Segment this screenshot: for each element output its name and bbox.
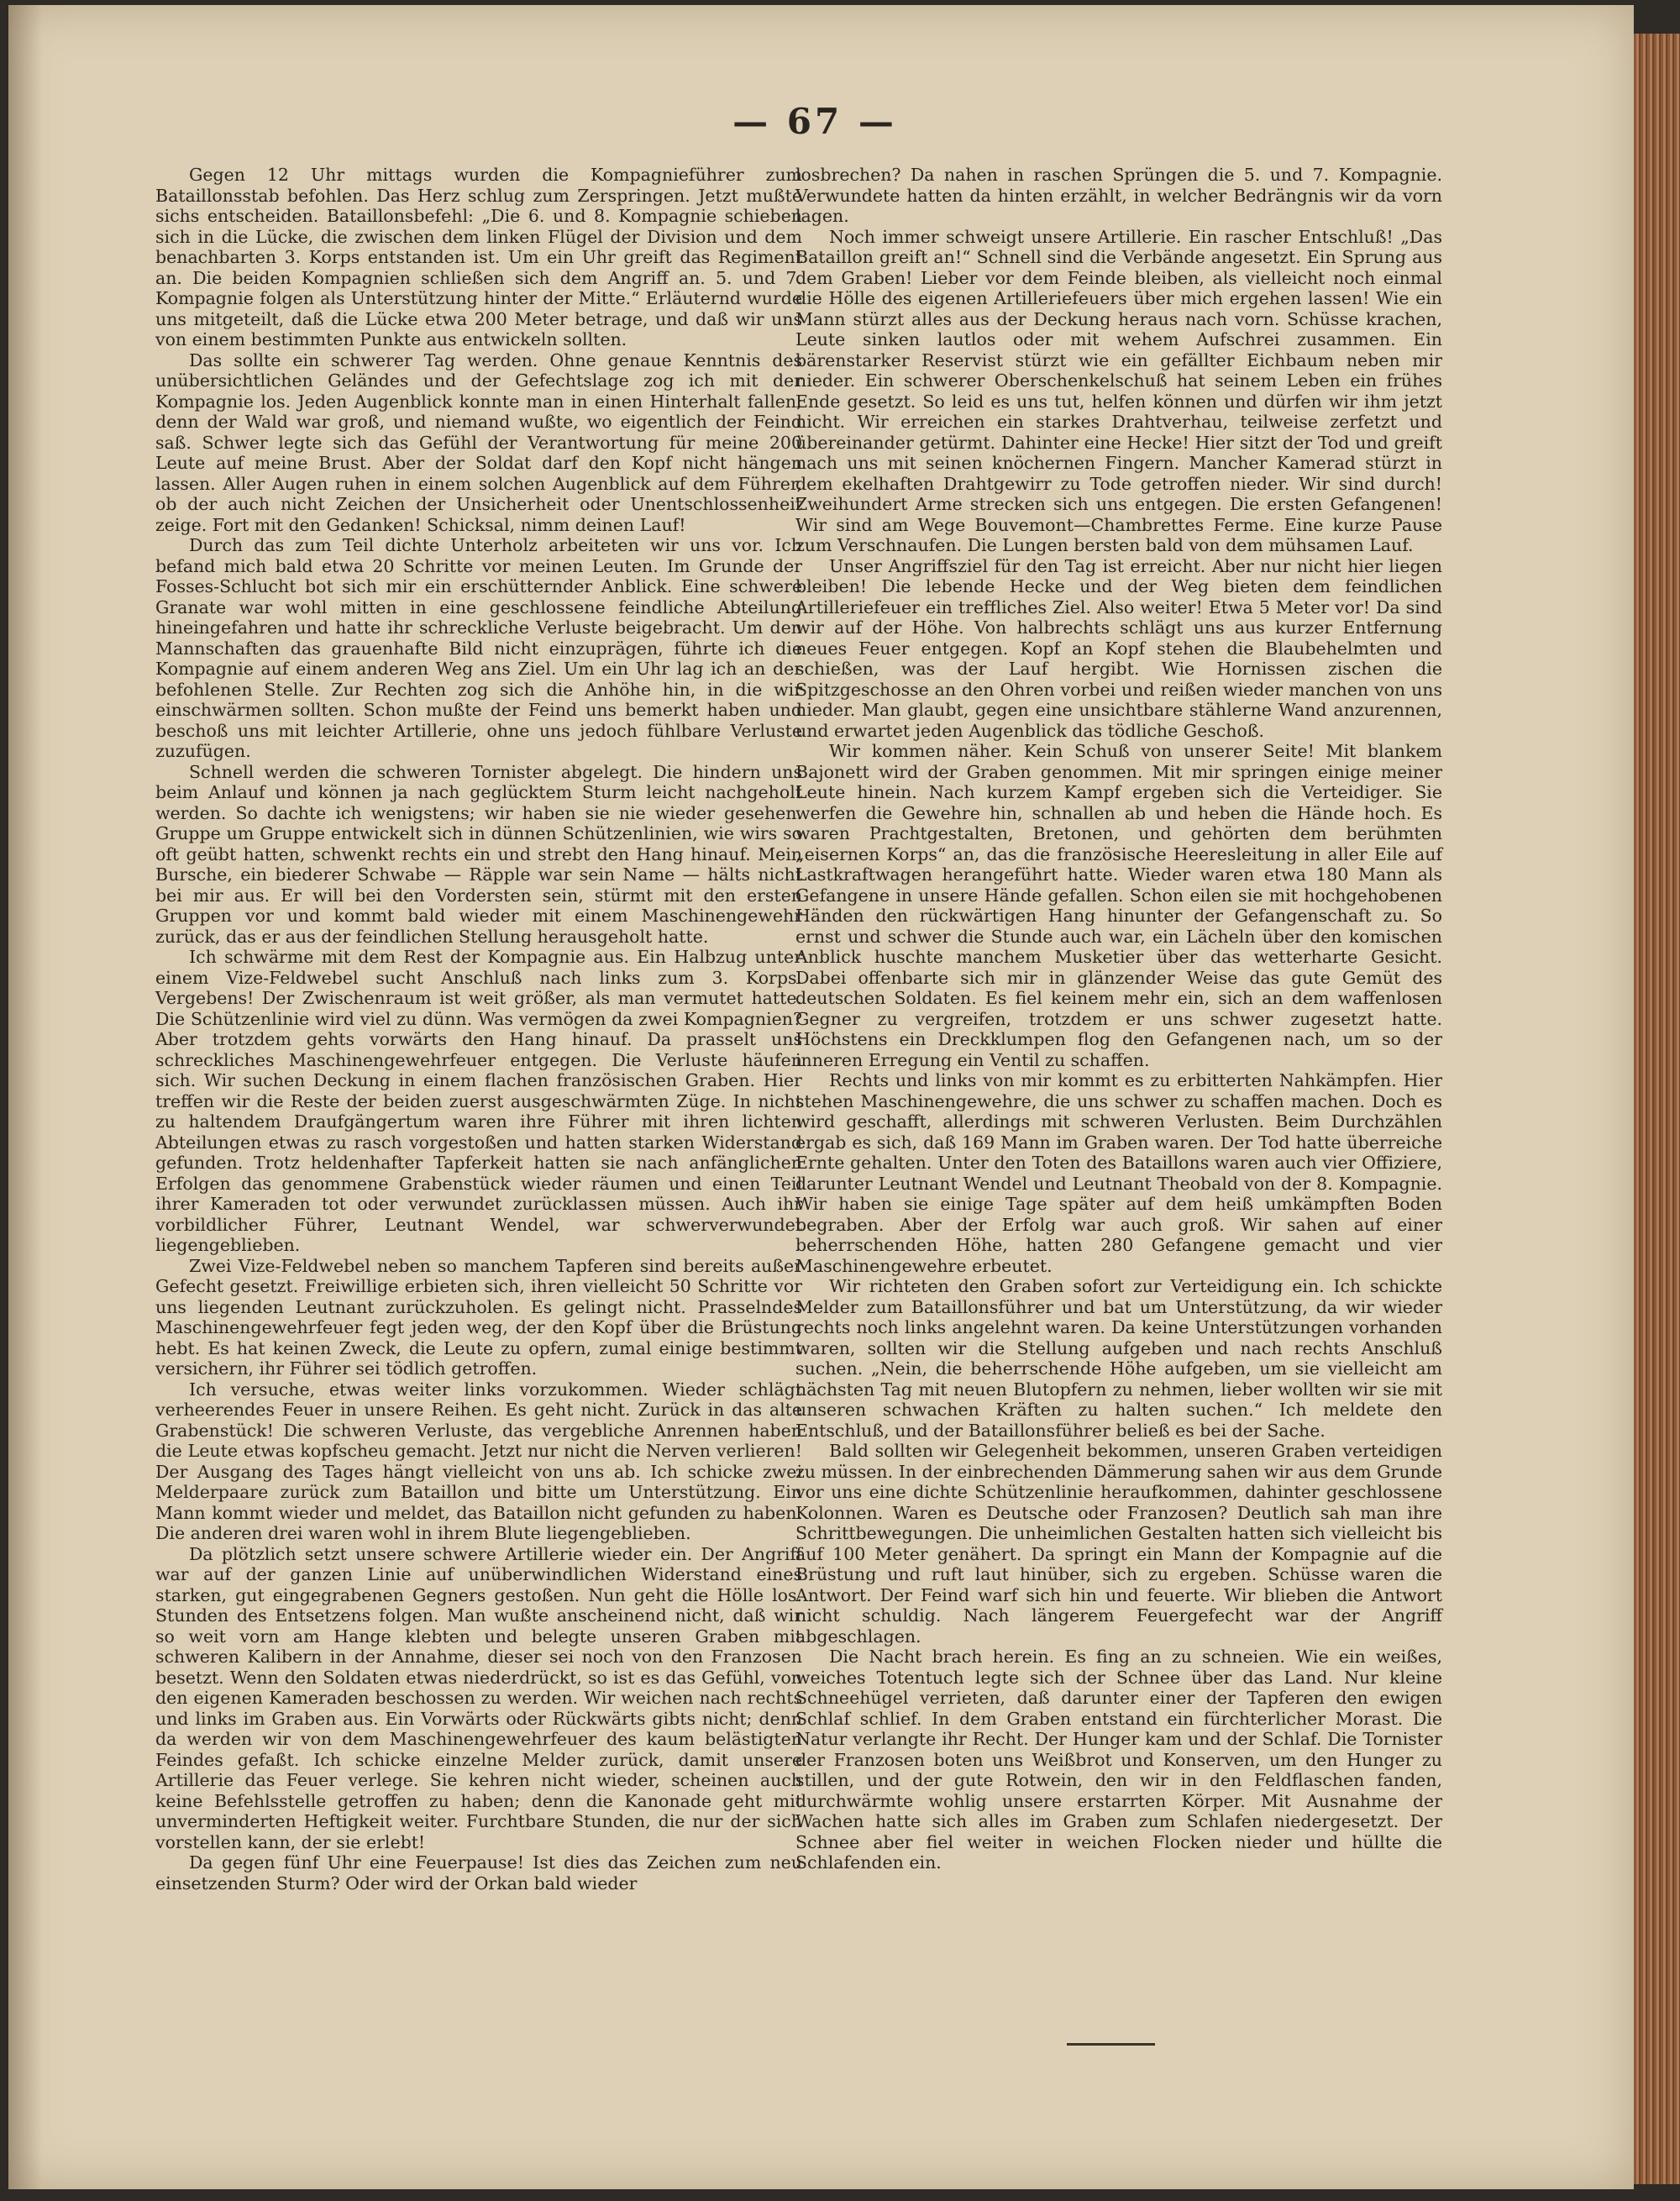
paragraph: Ich versuche, etwas weiter links vorzukommen. Wieder schlägt verheerendes Feuer in unsere Reihen. Es geht nicht. Zurück in das alte Grabenstück! Die schweren Verluste, das vergebliche Anrennen haben die Leute etwas kopfscheu gemacht. Jetzt nur nicht die Nerven verlieren! Der Ausgang des Tages hängt vielleicht von uns ab. Ich schicke zwei Melderpaare zurück zum Bataillon und bitte um Unterstützung. Ein Mann kommt wieder und meldet, das Bataillon nicht gefunden zu haben. Die anderen drei waren wohl in ihrem Blute liegengeblieben.	[155, 1379, 802, 1543]
page-number: — 67 —	[732, 101, 897, 142]
paragraph: Wir kommen näher. Kein Schuß von unserer Seite! Mit blankem Bajonett wird der Graben genommen. Mit mir springen einige meiner Leute hinein. Nach kurzem Kampf ergeben sich die Verteidiger. Sie werfen die Gewehre hin, schnallen ab und heben die Hände hoch. Es waren Prachtgestalten, Bretonen, und gehörten dem berühmten „eisernen Korps“ an, das die französische Heeresleitung in aller Eile auf Lastkraftwagen herangeführt hatte. Wieder waren etwa 180 Mann als Gefangene in unsere Hände gefallen. Schon eilen sie mit hochgehobenen Händen den rückwärtigen Hang hinunter der Gefangenschaft zu. So ernst und schwer die Stunde auch war, ein Lächeln über den komischen Anblick huschte manchem Musketier über das wetterharte Gesicht. Dabei offenbarte sich mir in glänzender Weise das gute Gemüt des deutschen Soldaten. Es fiel keinem mehr ein, sich an dem waffenlosen Gegner zu vergreifen, trotzdem er uns schwer zugesetzt hatte. Höchstens ein Dreckklumpen flog den Gefangenen nach, um so der inneren Erregung ein Ventil zu schaffen.	[795, 741, 1442, 1070]
paragraph: Zwei Vize-Feldwebel neben so manchem Tapferen sind bereits außer Gefecht gesetzt. Freiwillige erbieten sich, ihren vielleicht 50 Schritte vor uns liegenden Leutnant zurückzuholen. Es gelingt nicht. Prasselndes Maschinengewehrfeuer fegt jeden weg, der den Kopf über die Brüstung hebt. Es hat keinen Zweck, die Leute zu opfern, zumal einige bestimmt versichern, ihr Führer sei tödlich getroffen.	[155, 1255, 802, 1379]
paragraph: Schnell werden die schweren Tornister abgelegt. Die hindern uns beim Anlauf und können ja nach geglücktem Sturm leicht nachgeholt werden. So dachte ich wenigstens; wir haben sie nie wieder gesehen. Gruppe um Gruppe entwickelt sich in dünnen Schützenlinien, wie wirs so oft geübt hatten, schwenkt rechts ein und strebt den Hang hinauf. Mein Bursche, ein biederer Schwabe — Räpple war sein Name — hälts nicht bei mir aus. Er will bei den Vordersten sein, stürmt mit den ersten Gruppen vor und kommt bald wieder mit einem Maschinengewehr zurück, das er aus der feindlichen Stellung herausgeholt hatte.	[155, 761, 802, 947]
paragraph: Da gegen fünf Uhr eine Feuerpause! Ist dies das Zeichen zum neu einsetzenden Sturm? Oder wird der Orkan bald wieder	[155, 1852, 802, 1894]
paragraph: Da plötzlich setzt unsere schwere Artillerie wieder ein. Der Angriff war auf der ganzen Linie auf unüberwindlichen Widerstand eines starken, gut eingegrabenen Gegners gestoßen. Nun geht die Hölle los. Stunden des Entsetzens folgen. Man wußte anscheinend nicht, daß wir so weit vorn am Hange klebten und belegte unseren Graben mit schweren Kalibern in der Annahme, dieser sei noch von den Franzosen besetzt. Wenn den Soldaten etwas niederdrückt, so ist es das Gefühl, von den eigenen Kameraden beschossen zu werden. Wir weichen nach rechts und links im Graben aus. Ein Vorwärts oder Rückwärts gibts nicht; denn da werden wir von dem Maschinengewehrfeuer des kaum belästigten Feindes gefaßt. Ich schicke einzelne Melder zurück, damit unsere Artillerie das Feuer verlege. Sie kehren nicht wieder, scheinen auch keine Befehlsstelle getroffen zu haben; denn die Kanonade geht mit unverminderten Heftigkeit weiter. Furchtbare Stunden, die nur der sich vorstellen kann, der sie erlebt!	[155, 1543, 802, 1852]
page-gutter-shadow	[8, 5, 42, 2189]
paragraph: Das sollte ein schwerer Tag werden. Ohne genaue Kenntnis des unübersichtlichen Geländes und der Gefechtslage zog ich mit der Kompagnie los. Jeden Augenblick konnte man in einen Hinterhalt fallen; denn der Wald war groß, und niemand wußte, wo eigentlich der Feind saß. Schwer legte sich das Gefühl der Verantwortung für meine 200 Leute auf meine Brust. Aber der Soldat darf den Kopf nicht hängen lassen. Aller Augen ruhen in einem solchen Augenblick auf dem Führer, ob der auch nicht Zeichen der Unsicherheit oder Unentschlossenheit zeige. Fort mit den Gedanken! Schicksal, nimm deinen Lauf!	[155, 349, 802, 535]
paragraph: Gegen 12 Uhr mittags wurden die Kompagnieführer zum Bataillonsstab befohlen. Das Herz schlug zum Zerspringen. Jetzt mußte sichs entscheiden. Bataillonsbefehl: „Die 6. und 8. Kompagnie schieben sich in die Lücke, die zwischen dem linken Flügel der Division und dem benachbarten 3. Korps entstanden ist. Um ein Uhr greift das Regiment an. Die beiden Kompagnien schließen sich dem Angriff an. 5. und 7. Kompagnie folgen als Unterstützung hinter der Mitte.“ Erläuternd wurde uns mitgeteilt, daß die Lücke etwa 200 Meter betrage, und daß wir uns von einem bestimmten Punkte aus entwickeln sollten.	[155, 165, 802, 349]
paragraph-continued: losbrechen? Da nahen in raschen Sprüngen die 5. und 7. Kompagnie. Verwundete hatten da hinten erzählt, in welcher Bedrängnis wir da vorn lagen.	[795, 165, 1442, 226]
end-rule	[1067, 2043, 1155, 2046]
paragraph: Unser Angriffsziel für den Tag ist erreicht. Aber nur nicht hier liegen bleiben! Die lebende Hecke und der Weg bieten dem feindlichen Artilleriefeuer ein treffliches Ziel. Also weiter! Etwa 5 Meter vor! Da sind wir auf der Höhe. Von halbrechts schlägt uns aus kurzer Entfernung neues Feuer entgegen. Kopf an Kopf stehen die Blaubehelmten und schießen, was der Lauf hergibt. Wie Hornissen zischen die Spitzgeschosse an den Ohren vorbei und reißen wieder manchen von uns nieder. Man glaubt, gegen eine unsichtbare stählerne Wand anzurennen, und erwartet jeden Augenblick das tödliche Geschoß.	[795, 555, 1442, 741]
left-text-column	[155, 165, 802, 1894]
paragraph: Die Nacht brach herein. Es fing an zu schneien. Wie ein weißes, weiches Totentuch legte sich der Schnee über das Land. Nur kleine Schneehügel verrieten, daß darunter einer der Tapferen den ewigen Schlaf schlief. In dem Graben entstand ein fürchterlicher Morast. Die Natur verlangte ihr Recht. Der Hunger kam und der Schlaf. Die Tornister der Franzosen boten uns Weißbrot und Konserven, um den Hunger zu stillen, und der gute Rotwein, den wir in den Feldflaschen fanden, durchwärmte wohlig unsere erstarrten Körper. Mit Ausnahme der Wachen hatte sich alles im Graben zum Schlafen niedergesetzt. Der Schnee aber fiel weiter in weichen Flocken nieder und hüllte die Schlafenden ein.	[795, 1647, 1442, 1873]
paragraph: Ich schwärme mit dem Rest der Kompagnie aus. Ein Halbzug unter einem Vize-Feldwebel sucht Anschluß nach links zum 3. Korps. Vergebens! Der Zwischenraum ist weit größer, als man vermutet hatte. Die Schützenlinie wird viel zu dünn. Was vermögen da zwei Kompagnien? Aber trotzdem gehts vorwärts den Hang hinauf. Da prasselt uns schreckliches Maschinengewehrfeuer entgegen. Die Verluste häufen sich. Wir suchen Deckung in einem flachen französischen Graben. Hier treffen wir die Reste der beiden zuerst ausgeschwärmten Züge. In nicht zu haltendem Draufgängertum waren ihre Führer mit ihren lichten Abteilungen etwas zu rasch vorgestoßen und hatten starken Widerstand gefunden. Trotz heldenhafter Tapferkeit hatten sie nach anfänglichen Erfolgen das genommene Grabenstück wieder räumen und einen Teil ihrer Kameraden tot oder verwundet zurücklassen müssen. Auch ihr vorbildlicher Führer, Leutnant Wendel, war schwerverwundet liegengeblieben.	[155, 947, 802, 1255]
paragraph: Wir richteten den Graben sofort zur Verteidigung ein. Ich schickte Melder zum Bataillonsführer und bat um Unterstützung, da wir wieder rechts noch links angelehnt waren. Da keine Unterstützungen vorhanden waren, sollten wir die Stellung aufgeben und nach rechts Anschluß suchen. „Nein, die beherrschende Höhe aufgeben, um sie vielleicht am nächsten Tag mit neuen Blutopfern zu nehmen, lieber wollten wir sie mit unseren schwachen Kräften zu halten suchen.“ Ich meldete den Entschluß, und der Bataillonsführer beließ es bei der Sache.	[795, 1276, 1442, 1441]
paragraph: Rechts und links von mir kommt es zu erbitterten Nahkämpfen. Hier stehen Maschinengewehre, die uns schwer zu schaffen machen. Doch es wird geschafft, allerdings mit schweren Verlusten. Beim Durchzählen ergab es sich, daß 169 Mann im Graben waren. Der Tod hatte überreiche Ernte gehalten. Unter den Toten des Bataillons waren auch vier Offiziere, darunter Leutnant Wendel und Leutnant Theobald von der 8. Kompagnie. Wir haben sie einige Tage später auf dem heiß umkämpften Boden begraben. Aber der Erfolg war auch groß. Wir sahen auf einer beherrschenden Höhe, hatten 280 Gefangene gemacht und vier Maschinengewehre erbeutet.	[795, 1070, 1442, 1276]
paragraph: Noch immer schweigt unsere Artillerie. Ein rascher Entschluß! „Das Bataillon greift an!“ Schnell sind die Verbände angesetzt. Ein Sprung aus dem Graben! Lieber vor dem Feinde bleiben, als vielleicht noch einmal die Hölle des eigenen Artilleriefeuers über mich ergehen lassen! Wie ein Mann stürzt alles aus der Deckung heraus nach vorn. Schüsse krachen, Leute sinken lautlos oder mit wehem Aufschrei zusammen. Ein bärenstarker Reservist stürzt wie ein gefällter Eichbaum neben mir nieder. Ein schwerer Oberschenkelschuß hat seinem Leben ein frühes Ende gesetzt. So leid es uns tut, helfen können und dürfen wir ihm jetzt nicht. Wir erreichen ein starkes Drahtverhau, teilweise zerfetzt und übereinander getürmt. Dahinter eine Hecke! Hier sitzt der Tod und greift nach uns mit seinen knöchernen Fingern. Mancher Kamerad stürzt in dem ekelhaften Drahtgewirr zu Tode getroffen nieder. Wir sind durch! Zweihundert Arme strecken sich uns entgegen. Die ersten Gefangenen! Wir sind am Wege Bouvemont—Chambrettes Ferme. Eine kurze Pause zum Verschnaufen. Die Lungen bersten bald von dem mühsamen Lauf.	[795, 226, 1442, 555]
book-page-edges	[1634, 34, 1680, 2184]
right-text-column	[795, 165, 1442, 1873]
paragraph: Bald sollten wir Gelegenheit bekommen, unseren Graben verteidigen zu müssen. In der einbrechenden Dämmerung sahen wir aus dem Grunde vor uns eine dichte Schützenlinie heraufkommen, dahinter geschlossene Kolonnen. Waren es Deutsche oder Franzosen? Deutlich sah man ihre Schrittbewegungen. Die unheimlichen Gestalten hatten sich vielleicht bis auf 100 Meter genähert. Da springt ein Mann der Kompagnie auf die Brüstung und ruft laut hinüber, sich zu ergeben. Schüsse waren die Antwort. Der Feind warf sich hin und feuerte. Wir blieben die Antwort nicht schuldig. Nach längerem Feuergefecht war der Angriff abgeschlagen.	[795, 1441, 1442, 1647]
paragraph: Durch das zum Teil dichte Unterholz arbeiteten wir uns vor. Ich befand mich bald etwa 20 Schritte vor meinen Leuten. Im Grunde der Fosses-Schlucht bot sich mir ein erschütternder Anblick. Eine schwere Granate war wohl mitten in eine geschlossene feindliche Abteilung hineingefahren und hatte ihr schreckliche Verluste beigebracht. Um den Mannschaften das grauenhafte Bild nicht einzuprägen, führte ich die Kompagnie auf einem anderen Weg ans Ziel. Um ein Uhr lag ich an der befohlenen Stelle. Zur Rechten zog sich die Anhöhe hin, in die wir einschwärmen sollten. Schon mußte der Feind uns bemerkt haben und beschoß uns mit leichter Artillerie, ohne uns jedoch fühlbare Verluste zuzufügen.	[155, 535, 802, 761]
